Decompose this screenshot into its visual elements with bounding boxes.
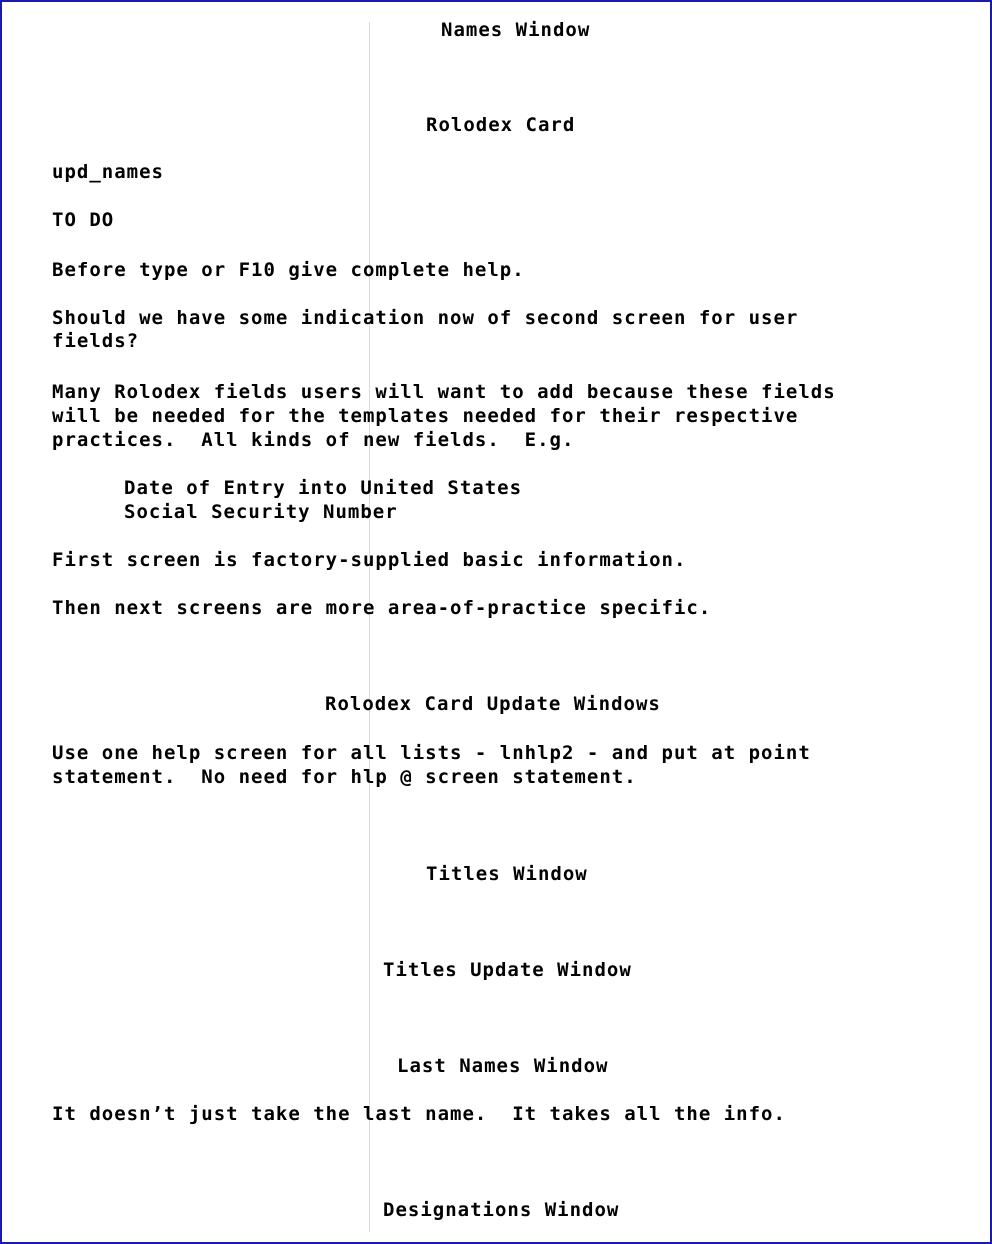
paragraph-next-screens: Then next screens are more area-of-practice specific. [52, 597, 712, 619]
paragraph-should-line-1: Should we have some indication now of second screen for user [52, 307, 799, 329]
paragraph-should-line-2: fields? [52, 330, 140, 352]
paragraph-first-screen: First screen is factory-supplied basic information. [52, 549, 687, 571]
paragraph-before-type: Before type or F10 give complete help. [52, 259, 525, 281]
heading-titles-update-window: Titles Update Window [383, 959, 632, 981]
heading-rolodex-card-update-windows: Rolodex Card Update Windows [325, 693, 661, 715]
paragraph-many-line-1: Many Rolodex fields users will want to add because these fields [52, 381, 836, 403]
section-label-upd-names: upd_names [52, 161, 164, 183]
heading-designations-window: Designations Window [383, 1199, 620, 1221]
example-social-security: Social Security Number [124, 501, 398, 523]
heading-names-window: Names Window [441, 19, 591, 41]
paragraph-use-line-1: Use one help screen for all lists - lnhlp2 - and put at point [52, 742, 811, 764]
heading-last-names-window: Last Names Window [397, 1055, 609, 1077]
todo-label: TO DO [52, 209, 115, 231]
paragraph-many-line-2: will be needed for the templates needed for their respective [52, 405, 799, 427]
paragraph-last-names: It doesn’t just take the last name. It takes all the info. [52, 1103, 786, 1125]
heading-titles-window: Titles Window [426, 863, 588, 885]
paragraph-many-line-3: practices. All kinds of new fields. E.g. [52, 429, 575, 451]
paragraph-use-line-2: statement. No need for hlp @ screen statement. [52, 766, 637, 788]
example-date-of-entry: Date of Entry into United States [124, 477, 523, 499]
page-fold-line [369, 22, 370, 1232]
heading-rolodex-card: Rolodex Card [426, 114, 576, 136]
